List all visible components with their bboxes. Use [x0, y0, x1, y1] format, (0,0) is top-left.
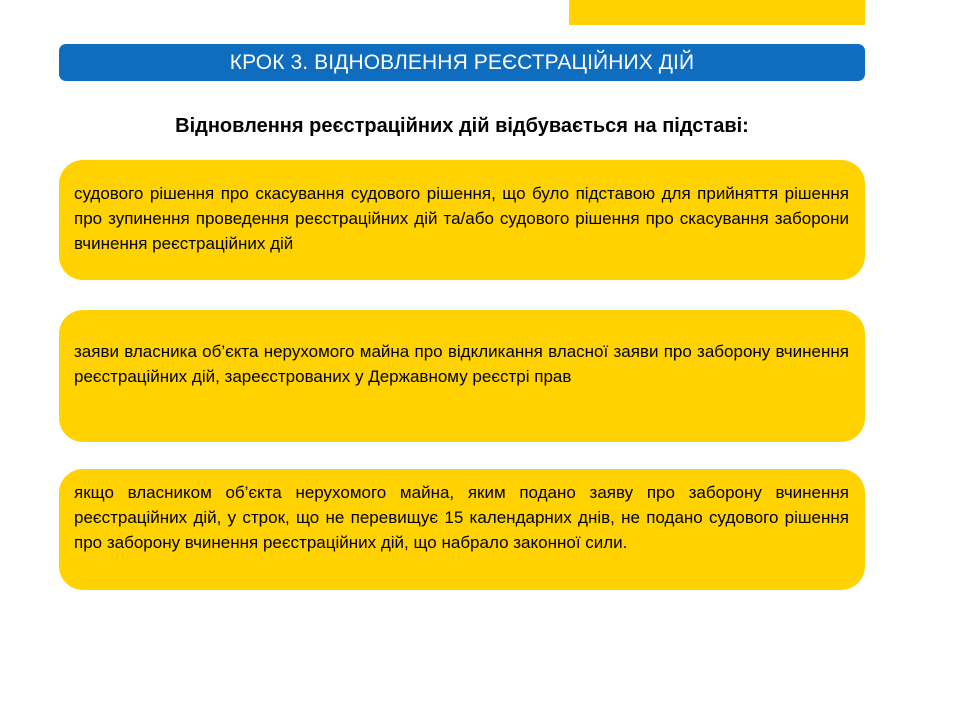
- basis-card-1-text: судового рішення про скасування судового рішення, що було підставою для прийняття рішення про зупинення проведення реєстраційних дій та/або судового рішення про скасування заборони вчинення реєстраційних дій: [74, 184, 849, 253]
- step-title-banner: КРОК 3. ВІДНОВЛЕННЯ РЕЄСТРАЦІЙНИХ ДІЙ: [59, 44, 865, 81]
- top-accent-bar: [569, 0, 865, 25]
- basis-card-3-text: якщо власником об’єкта нерухомого майна, яким подано заяву про заборону вчинення реєстраційних дій, у строк, що не перевищує 15 календарних днів, не подано судового рішення про заборону вчинення реєстраційних дій, що набрало законної сили.: [74, 483, 849, 552]
- basis-card-1: [59, 160, 865, 280]
- basis-card-3: [59, 469, 865, 590]
- basis-card-2: [59, 310, 865, 442]
- basis-card-2-text: заяви власника об’єкта нерухомого майна про відкликання власної заяви про заборону вчинення реєстраційних дій, зареєстрованих у Державному реєстрі прав: [74, 342, 849, 386]
- lead-heading: Відновлення реєстраційних дій відбувається на підставі:: [175, 115, 749, 137]
